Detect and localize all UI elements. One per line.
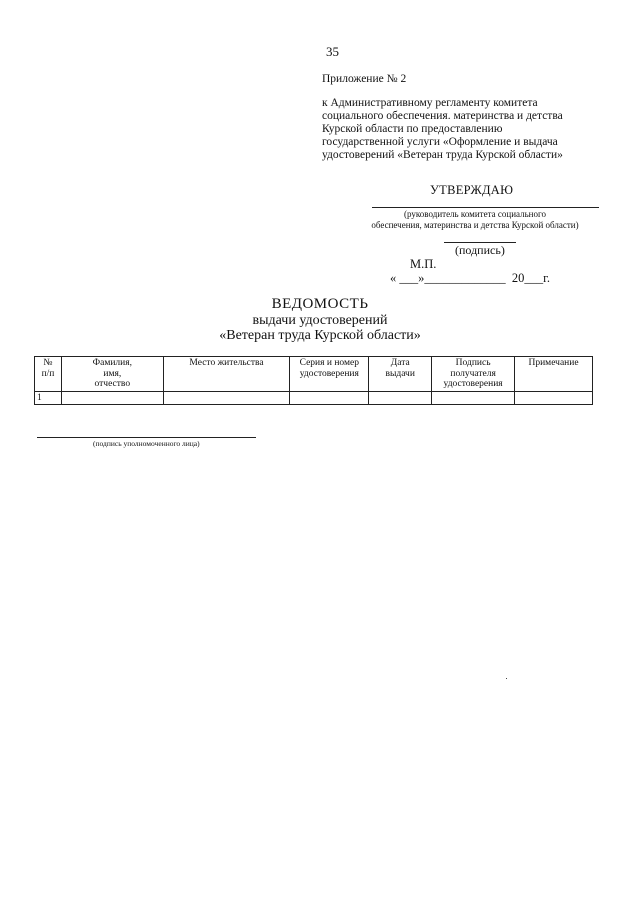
appendix-block	[322, 73, 612, 162]
table-cell	[61, 391, 163, 405]
document-title: ВЕДОМОСТЬ	[271, 296, 369, 312]
header-recipient-signature	[432, 357, 515, 392]
head-caption	[340, 209, 610, 231]
table-header-row	[35, 357, 593, 392]
head-signature-line	[372, 207, 599, 208]
header-text: имя,	[103, 368, 122, 379]
header-text: удостоверения	[443, 379, 503, 389]
document-subtitle-2: «Ветеран труда Курской области»	[219, 328, 421, 343]
header-certificate-number	[290, 357, 369, 392]
table-cell	[369, 391, 432, 405]
table-cell	[290, 391, 369, 405]
appendix-line: Курской области по предоставлению	[322, 123, 503, 135]
header-text: Место жительства	[189, 358, 264, 368]
header-text: получателя	[450, 368, 496, 379]
header-residence	[163, 357, 290, 392]
authorized-signature-caption: (подпись уполномоченного лица)	[93, 439, 200, 448]
header-text: отчество	[94, 379, 131, 389]
header-text: п/п	[41, 368, 55, 379]
header-text: Примечание	[528, 358, 579, 368]
scan-speck	[506, 678, 507, 679]
table-row	[35, 391, 593, 405]
table-cell	[432, 391, 515, 405]
page-number: 35	[326, 44, 339, 59]
header-text: Серия и номер	[299, 358, 359, 368]
approval-date-line: « ___»_____________ 20___г.	[390, 271, 550, 285]
appendix-title: Приложение № 2	[322, 73, 407, 85]
approval-heading: УТВЕРЖДАЮ	[430, 183, 514, 197]
header-issue-date	[369, 357, 432, 392]
appendix-line: к Административному регламенту комитета	[322, 97, 538, 109]
header-number	[35, 357, 62, 392]
header-text: выдачи	[385, 368, 415, 379]
head-caption-line: обеспечения, материнства и детства Курской области)	[371, 220, 579, 230]
header-text: №	[43, 358, 53, 368]
header-text: Дата	[390, 358, 410, 368]
header-full-name	[61, 357, 163, 392]
signature-caption: (подпись)	[455, 243, 505, 257]
authorized-signature-line	[37, 437, 256, 438]
header-text: Подпись	[455, 358, 491, 368]
table-cell	[515, 391, 593, 405]
appendix-line: социального обеспечения. материнства и детства	[322, 110, 563, 122]
head-caption-line: (руководитель комитета социального	[404, 209, 546, 219]
appendix-line: удостоверений «Ветеран труда Курской области»	[322, 149, 563, 161]
appendix-line: государственной услуги «Оформление и выдача	[322, 136, 558, 148]
header-text: Фамилия,	[92, 358, 132, 368]
header-text: удостоверения	[299, 368, 359, 379]
table-cell: 1	[35, 391, 62, 405]
seal-mark: М.П.	[410, 257, 437, 271]
issuance-table	[34, 356, 593, 405]
header-note	[515, 357, 593, 392]
document-subtitle: выдачи удостоверений	[252, 313, 388, 328]
table-cell	[163, 391, 290, 405]
